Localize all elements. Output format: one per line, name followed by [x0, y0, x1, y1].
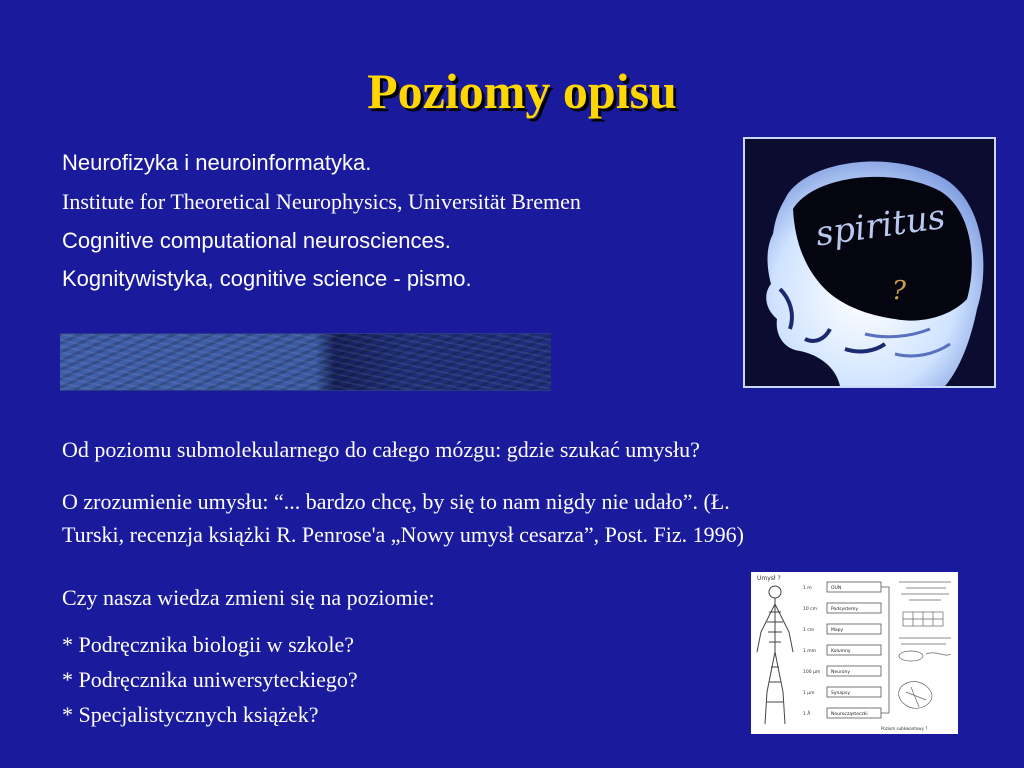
question-knowledge-level: Czy nasza wiedza zmieni się na poziomie: — [62, 585, 435, 610]
levels-header: Umysł ? — [757, 575, 781, 582]
spiritus-head-image — [743, 137, 996, 388]
question-brain-levels: Od poziomu submolekularnego do całego mózgu: gdzie szukać umysłu? — [62, 437, 700, 462]
level-5: Synapsy — [831, 691, 850, 696]
scale-2: 1 cm — [803, 628, 815, 633]
levels-footer: Poziom subkwantowy ? — [881, 726, 928, 731]
scale-5: 1 µm — [803, 691, 815, 696]
levels-diagram — [751, 572, 958, 734]
spiritus-question-mark: ? — [892, 276, 906, 306]
scale-4: 100 µm — [803, 670, 821, 675]
scale-6: 1 Å — [803, 712, 811, 717]
intro-line-4: Kognitywistyka, cognitive science - pismo. — [62, 266, 472, 291]
level-3: Kolumny — [831, 649, 851, 654]
intro-line-3: Cognitive computational neurosciences. — [62, 228, 451, 253]
level-2: Mapy — [831, 628, 844, 633]
bullet-university-textbook: * Podręcznika uniwersyteckiego? — [62, 667, 358, 692]
bullet-specialist-books: * Specjalistycznych książek? — [62, 702, 319, 727]
slide-title: Poziomy opisu — [367, 63, 677, 119]
level-6: Neurocząsteczki — [831, 712, 868, 717]
level-1: Podsystemy — [831, 607, 859, 612]
levels-diagram-image — [751, 572, 958, 734]
quote-line-1: O zrozumienie umysłu: “... bardzo chcę, by się to nam nigdy nie udało”. (Ł. — [62, 489, 730, 514]
spiritus-word: spiritus — [813, 196, 948, 255]
level-0: OUN — [831, 586, 842, 591]
bullet-school-textbook: * Podręcznika biologii w szkole? — [62, 632, 355, 657]
decorative-texture-bar — [60, 333, 551, 391]
scale-0: 1 m — [803, 586, 812, 591]
scale-3: 1 mm — [803, 649, 817, 654]
intro-line-1: Neurofizyka i neuroinformatyka. — [62, 150, 372, 175]
level-4: Neurony — [831, 670, 851, 675]
head-silhouette-illustration — [745, 139, 994, 386]
intro-line-2: Institute for Theoretical Neurophysics, Universität Bremen — [62, 189, 581, 214]
quote-line-2: Turski, recenzja książki R. Penrose'a „Nowy umysł cesarza”, Post. Fiz. 1996) — [62, 522, 744, 547]
scale-1: 10 cm — [803, 607, 818, 612]
